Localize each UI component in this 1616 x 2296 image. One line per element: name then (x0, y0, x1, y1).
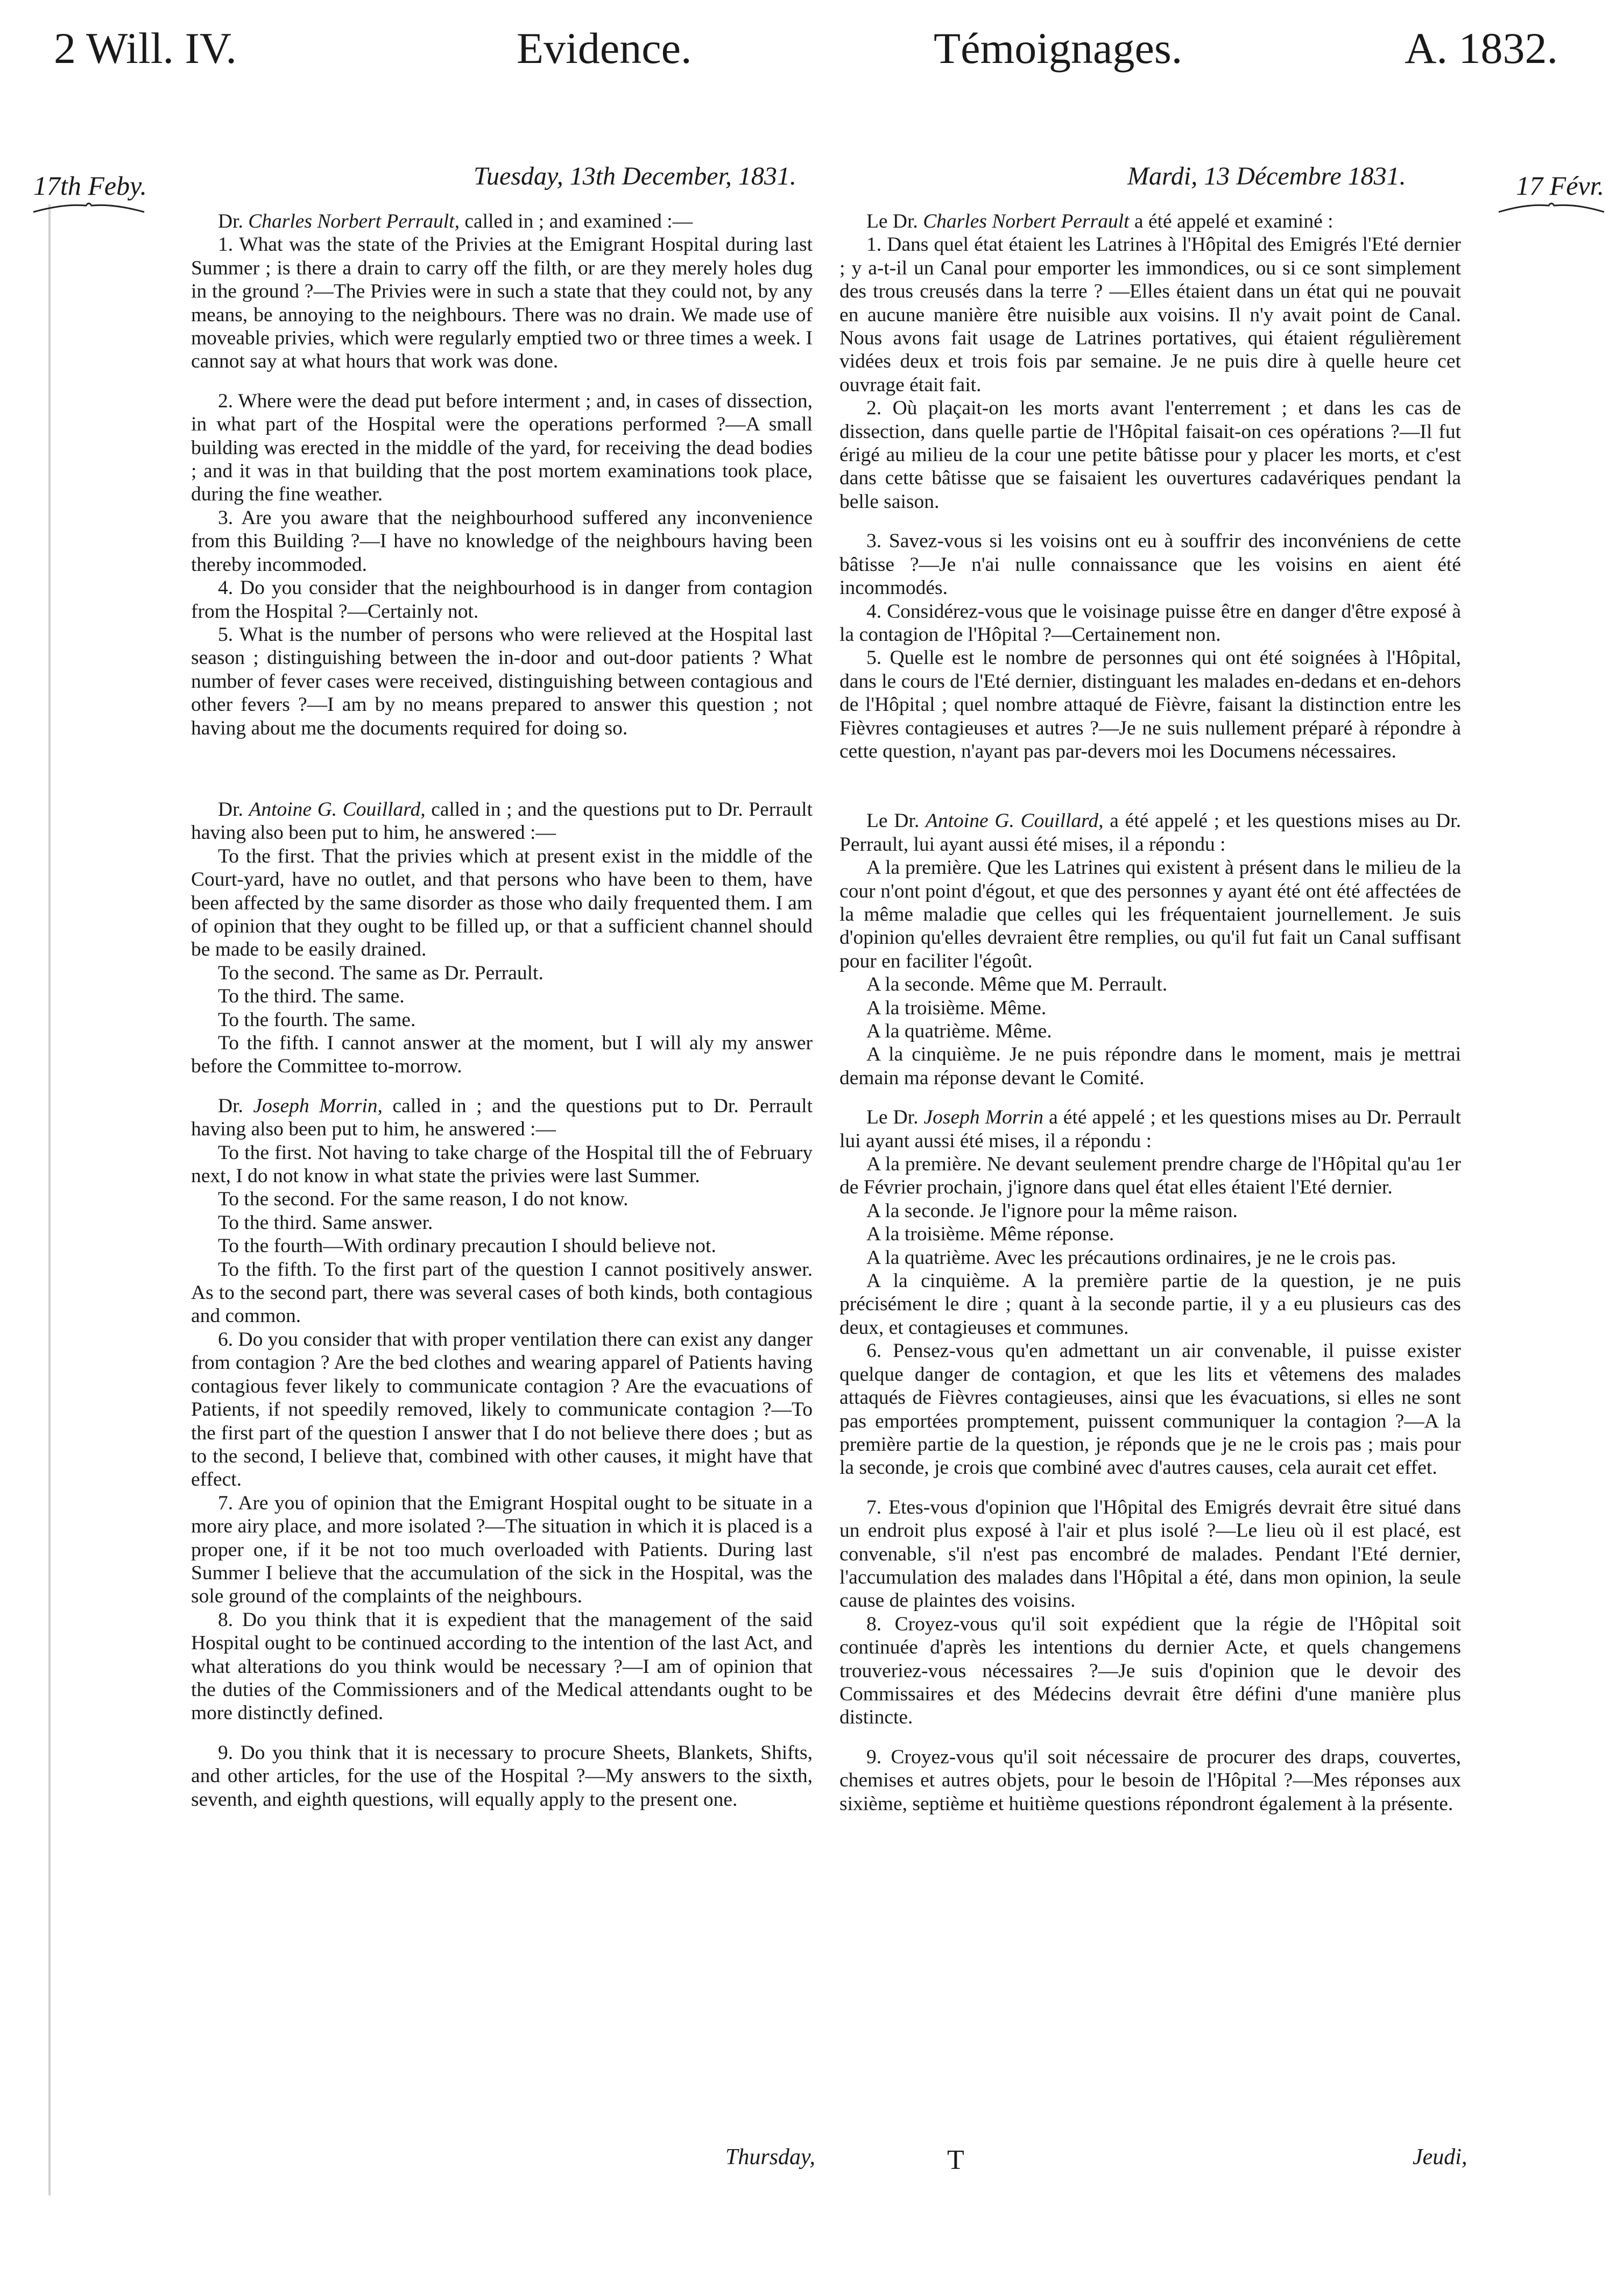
answer-second: A la seconde. Je l'ignore pour la même raison. (866, 1199, 1238, 1222)
question-8: 8. Do you think that it is expedient that the management of the said Hospital ought to be continued according to the intention of the last Act, and what alterations do you think would be necessary ?—I am of opinion that the duties of the Commissioners and of the Medical attendants ought to be more distinctly defined. (191, 1608, 813, 1725)
answer-first: A la première. Que les Latrines qui existent à présent dans le milieu de la cour n'ont point d'égout, et que des personnes y ayant été ont été affectées de la même maladie que celles qui les fréquentaient journellement. Je suis d'opinion qu'elles devraient être remplies, ou qu'il fut fait un Canal suffisant pour en faciliter l'égoût. (839, 857, 1461, 972)
answer-fifth: To the fifth. To the first part of the question I cannot positively answer. As to the second part, there was several cases of both kinds, both contagious and common. (191, 1258, 813, 1327)
witness-intro-couillard: Dr. Antoine G. Couillard, called in ; and the questions put to Dr. Perrault having also been put to him, he answered :— (191, 798, 813, 844)
answer-first: To the first. Not having to take charge of the Hospital till the of February next, I do not know in what state the privies were last Summer. (191, 1141, 813, 1188)
header-regnal-year: 2 Will. IV. (54, 24, 237, 73)
question-7: 7. Etes-vous d'opinion que l'Hôpital des Emigrés devrait être situé dans un endroit plus exposé à l'air et plus isolé ?—Le lieu où il est placé, est convenable, s'il n'est pas encombré de malades. Pendant l'Eté dernier, l'accumulation des malades dans l'Hôpital a été, dans mon opinion, la seule cause de plaintes des voisins. (839, 1496, 1461, 1612)
margin-brace-right (1498, 200, 1605, 214)
answer-fourth: To the fourth—With ordinary precaution I should believe not. (218, 1235, 716, 1257)
answer-third: A la troisième. Même réponse. (866, 1223, 1114, 1246)
witness-intro-couillard: Le Dr. Antoine G. Couillard, a été appelé ; et les questions mises au Dr. Perrault, lui ayant aussi été mises, il a répondu : (839, 810, 1461, 856)
answer-fourth: A la quatrième. Avec les précautions ordinaires, je ne le crois pas. (866, 1246, 1396, 1269)
answer-first: A la première. Ne devant seulement prendre charge de l'Hôpital qu'au 1er de Février prochain, j'ignore dans quel état elles étaient l'Eté dernier. (839, 1153, 1461, 1199)
question-1: 1. Dans quel état étaient les Latrines à l'Hôpital des Emigrés l'Eté dernier ; y a-t-il un Canal pour emporter les immondices, ou si ce sont simplement des trous creusés dans la terre ? —Elles étaient dans un état qui ne pouvait en aucune manière être nuisible aux voisins. Il n'y avait point de Canal. Nous avons fait usage de Latrines portatives, qui étaient régulièrement vidées deux et trois fois par semaine. Je ne puis dire à quelle heure cet ouvrage était fait. (839, 234, 1461, 396)
question-9: 9. Croyez-vous qu'il soit nécessaire de procurer des draps, couvertes, chemises et autres objets, pour le besoin de l'Hôpital ?—Mes réponses aux sixième, septième et huitième questions répondront également à la présente. (839, 1746, 1461, 1815)
answer-second: To the second. The same as Dr. Perrault. (218, 962, 544, 984)
question-4: 4. Do you consider that the neighbourhood is in danger from contagion from the Hospital ?—Certainly not. (191, 577, 813, 623)
answer-fifth: To the fifth. I cannot answer at the moment, but I will aly my answer before the Committee to-morrow. (191, 1032, 813, 1078)
answer-first: To the first. That the privies which at present exist in the middle of the Court-yard, have no outlet, and that persons who have been to them, have been affected by the same disorder as those who daily frequented them. I am of opinion that they ought to be filled up, or that a sufficient channel should be made to be easily drained. (191, 845, 813, 961)
answer-fifth: A la cinquième. A la première partie de la question, je ne puis précisément le dire ; quant à la seconde partie, il y a eu plusieurs cas des deux, et contagieuses et communes. (839, 1270, 1461, 1339)
header-evidence: Evidence. (517, 24, 692, 73)
witness-intro-morrin: Le Dr. Joseph Morrin a été appelé ; et les questions mises au Dr. Perrault lui ayant aussi été mises, il a répondu : (839, 1106, 1461, 1152)
header-temoignages: Témoignages. (934, 24, 1183, 73)
signature-mark: T (947, 2145, 964, 2175)
answer-third: To the third. Same answer. (218, 1211, 433, 1234)
catchword-french: Jeudi, (1413, 2145, 1467, 2170)
question-4: 4. Considérez-vous que le voisinage puisse être en danger d'être exposé à la contagion de l'Hôpital ?—Certainement non. (839, 600, 1461, 646)
question-1: 1. What was the state of the Privies at the Emigrant Hospital during last Summer ; is there a drain to carry off the filth, or are they merely holes dug in the ground ?—The Privies were in such a state that they could not, by any means, be annoying to the neighbours. There was no drain. We made use of moveable privies, which were regularly emptied two or three times a week. I cannot say at what hours that work was done. (191, 234, 813, 373)
question-8: 8. Croyez-vous qu'il soit expédient que la régie de l'Hôpital soit continuée d'après les intentions du dernier Acte, et quels changemens trouveriez-vous nécessaires ?—Je suis d'opinion que le devoir des Commissaires et des Médecins devrait être défini d'une manière plus distincte. (839, 1613, 1461, 1729)
english-column (191, 210, 813, 1811)
margin-date-french: 17 Févr. (1516, 171, 1604, 201)
witness-intro-perrault: Dr. Charles Norbert Perrault, called in ; and examined :— (218, 210, 693, 232)
margin-date-english: 17th Feby. (33, 171, 147, 201)
question-9: 9. Do you think that it is necessary to procure Sheets, Blankets, Shifts, and other articles, for the use of the Hospital ?—My answers to the sixth, seventh, and eighth questions, will equally apply to the present one. (191, 1741, 813, 1811)
answer-third: To the third. The same. (218, 985, 405, 1008)
answer-fourth: To the fourth. The same. (218, 1008, 416, 1031)
question-5: 5. What is the number of persons who were relieved at the Hospital last season ; distinguishing between the in-door and out-door patients ? What number of fever cases were received, distinguishing between contagious and other fevers ?—I am by no means prepared to answer this question ; not having about me the documents required for doing so. (191, 623, 813, 739)
question-6: 6. Do you consider that with proper ventilation there can exist any danger from contagion ? Are the bed clothes and wearing apparel of Patients having contagious fever likely to communicate contagion ? Are the evacuations of Patients, if not speedily removed, likely to communicate contagion ?—To the first part of the question I answer that I do not believe there does ; but as to the second, I believe that, combined with other causes, it might have that effect. (191, 1328, 813, 1491)
question-6: 6. Pensez-vous qu'en admettant un air convenable, il puisse exister quelque danger de contagion, et que les lits et vêtemens des malades attaqués de Fièvres contagieuses, ainsi que les évacuations, si elles ne sont pas emportées promptement, puissent communiquer la contagion ?—A la première partie de la question, je réponds que je ne le crois pas ; mais pour la seconde, je crois que combiné avec d'autres causes, cela aurait cet effet. (839, 1340, 1461, 1479)
french-column (839, 210, 1461, 1815)
question-3: 3. Are you aware that the neighbourhood suffered any inconvenience from this Building ?—I have no knowledge of the neighbours having been thereby incommoded. (191, 506, 813, 576)
margin-brace-left (32, 200, 145, 214)
witness-intro-morrin: Dr. Joseph Morrin, called in ; and the questions put to Dr. Perrault having also been put to him, he answered :— (191, 1094, 813, 1141)
question-3: 3. Savez-vous si les voisins ont eu à souffrir des inconvéniens de cette bâtisse ?—Je n'ai nulle connaissance que les voisins en aient été incommodés. (839, 530, 1461, 599)
catchword-english: Thursday, (725, 2145, 815, 2170)
answer-second: To the second. For the same reason, I do not know. (218, 1188, 629, 1211)
answer-third: A la troisième. Même. (866, 997, 1047, 1019)
answer-fifth: A la cinquième. Je ne puis répondre dans le moment, mais je mettrai demain ma réponse devant le Comité. (839, 1043, 1461, 1089)
answer-second: A la seconde. Même que M. Perrault. (866, 973, 1168, 996)
sitting-date-french: Mardi, 13 Décembre 1831. (1127, 162, 1406, 190)
answer-fourth: A la quatrième. Même. (866, 1020, 1052, 1042)
witness-intro-perrault: Le Dr. Charles Norbert Perrault a été appelé et examiné : (866, 210, 1333, 232)
sitting-date-english: Tuesday, 13th December, 1831. (474, 162, 796, 190)
binding-shadow (48, 204, 51, 2195)
header-year: A. 1832. (1405, 24, 1558, 73)
question-7: 7. Are you of opinion that the Emigrant Hospital ought to be situate in a more airy place, and more isolated ?—The situation in which it is placed is a proper one, if it be not too much overloaded with Patients. During last Summer I believe that the accumulation of the sick in the Hospital, was the sole ground of the complaints of the neighbours. (191, 1492, 813, 1608)
question-5: 5. Quelle est le nombre de personnes qui ont été soignées à l'Hôpital, dans le cours de l'Eté dernier, distinguant les malades en-dedans et en-dehors de l'Hôpital ; quel nombre attaqué de Fièvre, faisant la distinction entre les Fièvres contagieuses et autres ?—Je ne suis nullement préparé à répondre à cette question, n'ayant pas par-devers moi les Documens nécessaires. (839, 647, 1461, 762)
question-2: 2. Où plaçait-on les morts avant l'enterrement ; et dans les cas de dissection, dans quelle partie de l'Hôpital faisait-on ces opérations ?—Il fut érigé au milieu de la cour une petite bâtisse pour y placer les morts, et c'est dans cette bâtisse que se faisaient les ouvertures cadavériques pendant la belle saison. (839, 397, 1461, 513)
question-2: 2. Where were the dead put before interment ; and, in cases of dissection, in what part of the Hospital were the operations performed ?—A small building was erected in the middle of the yard, for receiving the dead bodies ; and it was in that building that the post mortem examinations took place, during the fine weather. (191, 390, 813, 506)
